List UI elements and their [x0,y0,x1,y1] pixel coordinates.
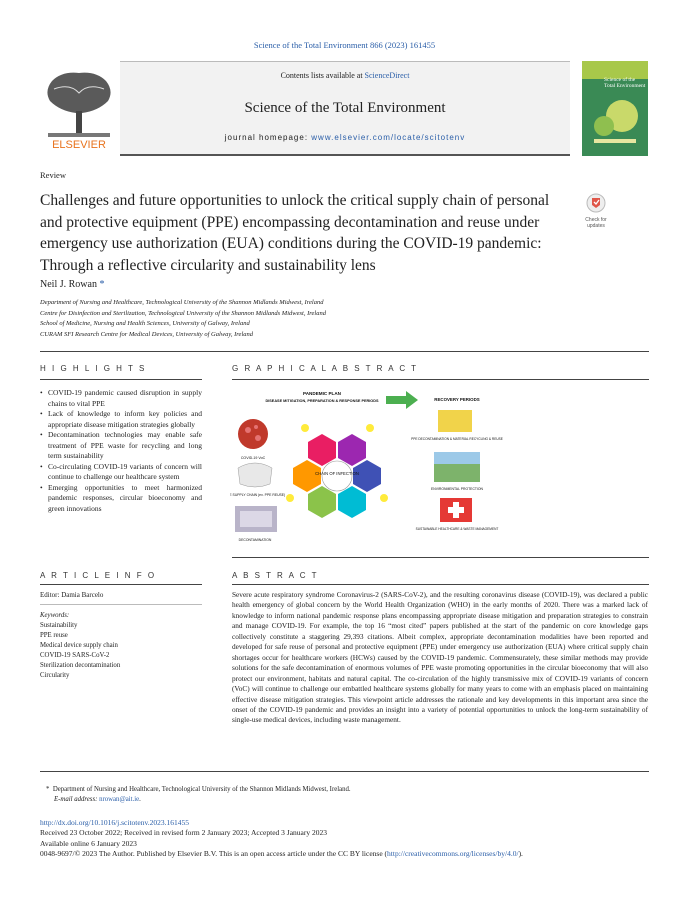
cover-title: Science of the Total Environment [604,77,646,89]
divider [40,584,202,585]
highlight-item: • Co-circulating COVID-19 variants of concern will continue to challenge our healthcare system [40,462,202,483]
sciencedirect-link[interactable]: ScienceDirect [364,71,410,80]
ppe-recycling-image [438,410,472,432]
author-footnote-mark[interactable]: * [99,279,105,290]
highlight-item: • Lack of knowledge to inform key policies and appropriate disease mitigation strategies globally [40,409,202,430]
journal-title: Science of the Total Environment [244,100,446,116]
mask-icon [238,463,272,487]
affiliations [40,298,326,340]
masthead-center [120,61,570,156]
journal-reference[interactable]: Science of the Total Environment 866 (2023) 161455 [253,40,436,50]
ga-chain: CHAIN OF INFECTION [315,471,359,476]
divider [232,379,649,380]
author-line [40,279,104,290]
affiliation: CURAM SFI Research Centre for Medical Devices, University of Galway, Ireland [40,330,254,338]
keywords-block [40,611,120,681]
email-link[interactable]: nrowan@ait.ie [99,796,140,803]
divider [232,584,649,585]
doi-link[interactable]: http://dx.doi.org/10.1016/j.scitotenv.2023.161455 [40,818,189,827]
affiliation: Centre for Disinfection and Sterilization, Technological University of the Shannon Midlands Midwest, Ireland [40,309,326,317]
highlight-item: • COVID-19 pandemic caused disruption in supply chains to vital PPE [40,388,202,409]
online-date: Available online 6 January 2023 [40,838,137,848]
ga-env: ENVIRONMENTAL PROTECTION [431,487,483,491]
footnote-affiliation: * Department of Nursing and Healthcare, Technological University of the Shannon Midlands Midwest, Ireland. [46,786,351,793]
journal-masthead [40,61,649,156]
arrow-right-icon [386,391,418,409]
divider [40,604,202,605]
editor-line: Editor: Damia Barcelo [40,591,104,599]
article-title: Challenges and future opportunities to unlock the critical supply chain of personal and protective equipment (PPE) encompassing decontamination and reuse under emergency use authorization (EUA) conditions during the COVID-19 pandemic: Through a reflective circularity and sustainability lens [40,192,550,274]
ga-decon: DECONTAMINATION [238,538,272,542]
ga-covid: COVID-19 VoC [240,456,266,460]
contents-line: Contents lists available at ScienceDirect [280,71,410,80]
affiliation: Department of Nursing and Healthcare, Technological University of the Shannon Midlands Midwest, Ireland [40,299,324,306]
check-updates-badge[interactable] [580,193,612,229]
virus-icon [238,419,268,449]
corresponding-footnote [40,785,351,805]
ga-ppe-decon: PPE DECONTAMINATION & MATERIAL RECYCLING & REUSE [411,437,503,441]
article-type: Review [40,170,66,180]
ga-plan-sub: DISEASE MITIGATION, PREPARATION & RESPONSE PERIODS [265,399,379,403]
abstract-text: Severe acute respiratory syndrome Coronavirus-2 (SARS-CoV-2), and the resulting coronavirus disease (COVID-19), was declared a public health emergency of global concern by the World Health Organization (WHO) in the early months of 2020. There was a marked lack of knowledge to inform national pandemic response plans encompassing appropriate disease mitigation and preparation strategies to constrain and manage COVID-19. For example, the top 16 “most cited” papers published at the start of the pandemic on core knowledge gaps collectively constitute a staggering 29,393 citations. Albeit complex, appropriate decontamination modalities have been reported and developed for safe reuse of personal and protective equipment (PPE) under emergency use authorization (EUA) where critical supply chain shortages occur for healthcare workers (HCWs) caused by the COVID-19 pandemic. Commensurately, these similar methods may provide solutions for the safe decontamination of enormous volumes of PPE waste promoting opportunities in the circular bioeconomy that will also protect our environment, habitats and natural capital. The co-circulation of the highly transmissive mix of COVID-19 variants of concern (VoC) will continue to challenge our embattled healthcare systems globally for many years to come with an emphasis placed on maintaining effective disease mitigation strategies. This viewpoint article addresses the rationale and key developments in this important area since the onset of the COVID-19 pandemic and provides an insight into a variety of potential opportunities to unlock the long-term sustainability of single-use medical devices, including waste management. [232,590,648,725]
graphical-abstract-figure [230,386,510,546]
highlights-heading: H I G H L I G H T S [40,364,147,373]
homepage-link[interactable]: www.elsevier.com/locate/scitotenv [311,133,466,142]
affiliation: School of Medicine, Nursing and Health Sciences, University of Galway, Ireland [40,320,250,328]
keyword: Medical device supply chain [40,642,118,649]
graphical-abstract-heading: G R A P H I C A L A B S T R A C T [232,364,419,373]
keyword: Circularity [40,672,70,679]
ga-ppe-chain: PPE SUPPLY CHAIN (ex. PPE REUSE) [230,493,286,497]
check-updates-icon [586,193,606,213]
keyword: PPE reuse [40,632,68,639]
divider [40,771,649,772]
article-info-heading: A R T I C L E I N F O [40,571,157,580]
keywords-label: Keywords: [40,612,70,619]
license-line: 0048-9697/© 2023 The Author. Published by Elsevier B.V. This is an open access article under the CC BY license (http://creativecommons.org/licenses/by/4.0/). [40,849,523,859]
author-name: Neil J. Rowan [40,279,97,290]
highlights-list [40,388,202,514]
divider [40,379,202,380]
received-dates: Received 23 October 2022; Received in revised form 2 January 2023; Accepted 3 January 2023 [40,828,327,838]
divider [232,557,649,558]
footnote-email: E-mail address: nrowan@ait.ie. [54,796,141,803]
keyword: Sustainability [40,622,78,629]
article-metadata [40,818,523,860]
abstract-heading: A B S T R A C T [232,571,319,580]
highlight-item: • Decontamination technologies may enable safe treatment of PPE waste for recycling and long term sustainability [40,430,202,462]
check-updates-label: Check for updates [585,217,607,229]
journal-cover [582,61,648,156]
journal-homepage: journal homepage: www.elsevier.com/locate/scitotenv [224,133,466,142]
elsevier-logo [40,61,118,156]
ga-sustain: SUSTAINABLE HEALTHCARE & WASTE MANAGEMENT [415,527,499,531]
ga-pandemic-plan: PANDEMIC PLAN [303,391,341,396]
divider [40,351,649,352]
publisher-name: ELSEVIER [52,139,106,151]
keyword: COVID-19 SARS-CoV-2 [40,652,110,659]
ga-recovery: RECOVERY PERIODS [434,397,480,402]
highlight-item: • Emerging opportunities to meet harmonized pandemic responses, circular bioeconomy and green innovations [40,483,202,515]
keyword: Sterilization decontamination [40,662,121,669]
license-link[interactable]: http://creativecommons.org/licenses/by/4.0/ [387,849,519,859]
